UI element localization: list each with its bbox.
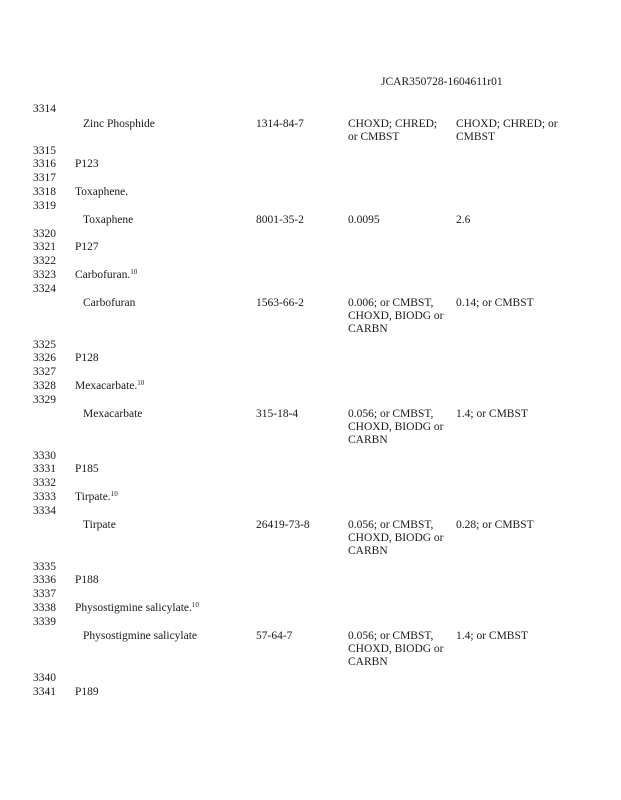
nonwastewater-standard: 2.6 [456, 214, 471, 226]
cas-number: 1563-66-2 [256, 297, 304, 309]
line-number: 3329 [33, 394, 56, 406]
wastewater-standard: 0.056; or CMBST, CHOXD, BIODG or CARBN [348, 408, 444, 446]
line-number: 3322 [33, 255, 56, 267]
constituent-name: Physostigmine salicylate [83, 630, 198, 642]
nonwastewater-standard: 1.4; or CMBST [456, 408, 528, 420]
waste-code: P185 [75, 463, 99, 475]
waste-heading: Carbofuran.$^{10}$ [75, 268, 138, 281]
line-number: 3340 [33, 672, 56, 684]
line-number: 3326 [33, 352, 56, 364]
line-number: 3325 [33, 339, 56, 351]
cas-number: 26419-73-8 [256, 519, 310, 531]
line-number: 3334 [33, 505, 56, 517]
footnote-ref: 10 [110, 490, 118, 498]
line-number: 3336 [33, 574, 56, 586]
line-number: 3321 [33, 241, 56, 253]
nonwastewater-standard: 1.4; or CMBST [456, 630, 528, 642]
constituent-name: Toxaphene [83, 214, 134, 226]
footnote-ref: 10 [137, 379, 145, 387]
footnote-ref: 10 [191, 601, 199, 609]
line-number: 3335 [33, 561, 56, 573]
nonwastewater-standard: CHOXD; CHRED; or CMBST [456, 118, 558, 143]
waste-heading: Mexacarbate.$^{10}$ [75, 379, 145, 392]
line-number: 3328 [33, 380, 56, 392]
line-number: 3338 [33, 602, 56, 614]
line-number: 3327 [33, 366, 56, 378]
line-number: 3331 [33, 463, 56, 475]
constituent-name: Mexacarbate [83, 408, 143, 420]
wastewater-standard: 0.056; or CMBST, CHOXD, BIODG or CARBN [348, 519, 444, 557]
cas-number: 1314-84-7 [256, 118, 304, 130]
waste-heading: Toxaphene. [75, 186, 129, 198]
wastewater-standard: 0.0095 [348, 214, 380, 226]
line-number: 3319 [33, 200, 56, 212]
document-id-header: JCAR350728-1604611r01 [381, 76, 503, 88]
line-number: 3324 [33, 283, 56, 295]
waste-code: P127 [75, 241, 99, 253]
waste-code: P188 [75, 574, 99, 586]
waste-code: P123 [75, 158, 99, 170]
line-number: 3337 [33, 588, 56, 600]
line-number: 3318 [33, 186, 56, 198]
wastewater-standard: 0.006; or CMBST, CHOXD, BIODG or CARBN [348, 297, 444, 335]
line-number: 3320 [33, 228, 56, 240]
constituent-name: Carbofuran [83, 297, 136, 309]
line-number: 3314 [33, 103, 56, 115]
line-number: 3316 [33, 158, 56, 170]
waste-code: P189 [75, 686, 99, 698]
waste-heading: Physostigmine salicylate.$^{10}$ [75, 601, 199, 614]
line-number: 3317 [33, 172, 56, 184]
line-number: 3333 [33, 491, 56, 503]
wastewater-standard: 0.056; or CMBST, CHOXD, BIODG or CARBN [348, 630, 444, 668]
nonwastewater-standard: 0.14; or CMBST [456, 297, 534, 309]
line-number: 3315 [33, 145, 56, 157]
cas-number: 57-64-7 [256, 630, 293, 642]
line-number: 3330 [33, 450, 56, 462]
constituent-name: Tirpate [83, 519, 116, 531]
line-number: 3332 [33, 477, 56, 489]
wastewater-standard: CHOXD; CHRED; or CMBST [348, 118, 438, 143]
waste-heading: Tirpate.$^{10}$ [75, 490, 118, 503]
nonwastewater-standard: 0.28; or CMBST [456, 519, 534, 531]
footnote-ref: 10 [130, 268, 138, 276]
line-number: 3339 [33, 616, 56, 628]
cas-number: 315-18-4 [256, 408, 299, 420]
line-number: 3341 [33, 686, 56, 698]
waste-code: P128 [75, 352, 99, 364]
cas-number: 8001-35-2 [256, 214, 304, 226]
line-number: 3323 [33, 269, 56, 281]
constituent-name: Zinc Phosphide [83, 118, 155, 130]
